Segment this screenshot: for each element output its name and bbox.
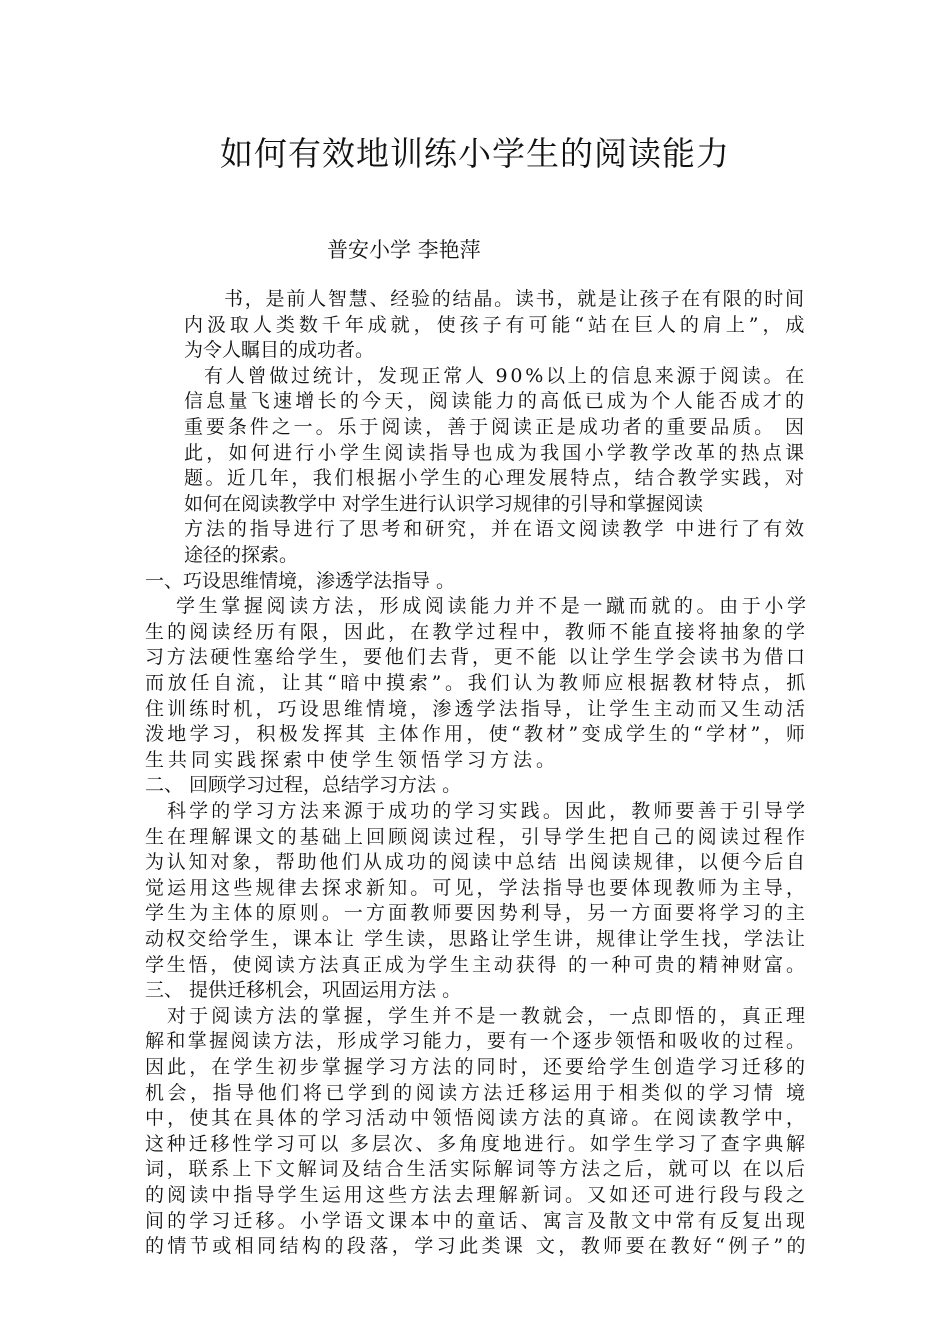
text-line: 对于阅读方法的掌握，学生并不是一教就会，一点即悟的，真正理 xyxy=(167,1004,809,1027)
text-line: 这种迁移性学习可以 多层次、多角度地进行。如学生学习了查字典解 xyxy=(145,1132,808,1155)
text-line: 有人曾做过统计，发现正常人 90%以上的信息来源于阅读。在 xyxy=(204,364,808,387)
text-line: 生共同实践探索中使学生领悟学习方法。 xyxy=(145,748,560,771)
document-author: 普安小学 李艳萍 xyxy=(327,238,481,262)
text-line: 机会，指导他们将已学到的阅读方法迁移运用于相类似的学习情 境 xyxy=(145,1081,809,1104)
text-line: 泼地学习，积极发挥其 主体作用，使“教材”变成学生的“学材”，师 xyxy=(145,723,809,746)
text-line: 学生悟，使阅读方法真正成为学生主动获得 的一种可贵的精神财富。 xyxy=(145,953,808,976)
text-line: 间的学习迁移。小学语文课本中的童话、寓言及散文中常有反复出现 xyxy=(145,1209,809,1232)
text-line: 生的阅读经历有限，因此，在教学过程中，教师不能直接将抽象的学 xyxy=(145,620,809,643)
text-line: 因此，在学生初步掌握学习方法的同时，还要给学生创造学习迁移的 xyxy=(145,1056,809,1078)
text-line: 解和掌握阅读方法，形成学习能力，要有一个逐步领悟和吸收的过程。 xyxy=(145,1030,808,1053)
text-line: 如何在阅读教学中 对学生进行认识学习规律的引导和掌握阅读 xyxy=(184,492,704,515)
text-line: 的情节或相同结构的段落，学习此类课 文，教师要在教好“例子”的 xyxy=(145,1235,809,1258)
text-line: 信息量飞速增长的今天，阅读能力的高低已成为个人能否成才的 xyxy=(184,390,808,413)
text-line: 词，联系上下文解词及结合生活实际解词等方法之后，就可以 在以后 xyxy=(145,1158,808,1181)
text-line: 二、 回顾学习过程，总结学习方法 。 xyxy=(145,774,462,797)
text-line: 三、 提供迁移机会，巩固运用方法 。 xyxy=(145,979,462,1002)
document-title: 如何有效地训练小学生的阅读能力 xyxy=(220,134,730,173)
text-line: 习方法硬性塞给学生，要他们去背，更不能 以让学生学会读书为借口 xyxy=(145,646,808,669)
text-line: 生在理解课文的基础上回顾阅读过程，引导学生把自己的阅读过程作 xyxy=(145,825,809,848)
text-line: 重要条件之一。乐于阅读，善于阅读正是成功者的重要品质。 因 xyxy=(184,416,807,438)
text-line: 学生为主体的原则。一方面教师要因势利导，另一方面要将学习的主 xyxy=(145,902,809,925)
text-line: 的阅读中指导学生运用这些方法去理解新词。又如还可进行段与段之 xyxy=(145,1184,809,1206)
text-line: 而放任自流，让其“暗中摸索”。我们认为教师应根据教材特点，抓 xyxy=(145,672,810,694)
text-line: 为令人瞩目的成功者。 xyxy=(184,339,375,362)
text-line: 此，如何进行小学生阅读指导也成为我国小学教学改革的热点课 xyxy=(184,441,808,464)
text-line: 书，是前人智慧、经验的结晶。读书，就是让孩子在有限的时间 xyxy=(224,288,806,310)
text-line: 一、巧设思维情境，渗透学法指导 。 xyxy=(145,569,456,592)
text-line: 动权交给学生，课本让 学生读，思路让学生讲，规律让学生找，学法让 xyxy=(145,928,808,950)
text-line: 科学的学习方法来源于成功的学习实践。因此，教师要善于引导学 xyxy=(167,800,809,822)
text-line: 中，使其在具体的学习活动中领悟阅读方法的真谛。在阅读教学中， xyxy=(145,1107,809,1130)
text-line: 学生掌握阅读方法，形成阅读能力并不是一蹴而就的。由于小学 xyxy=(176,595,810,618)
text-line: 内汲取人类数千年成就，使孩子有可能“站在巨人的肩上”，成 xyxy=(184,313,809,336)
text-line: 途径的探索。 xyxy=(184,544,299,566)
text-line: 方法的指导进行了思考和研究，并在语文阅读教学 中进行了有效 xyxy=(184,518,807,541)
text-line: 题。近几年，我们根据小学生的心理发展特点，结合教学实践，对 xyxy=(184,467,807,490)
text-line: 住训练时机，巧设思维情境，渗透学法指导，让学生主动而又生动活 xyxy=(145,697,809,720)
text-line: 为认知对象，帮助他们从成功的阅读中总结 出阅读规律，以便今后自 xyxy=(145,851,808,874)
text-line: 觉运用这些规律去探求新知。可见，学法指导也要体现教师为主导， xyxy=(145,876,809,899)
